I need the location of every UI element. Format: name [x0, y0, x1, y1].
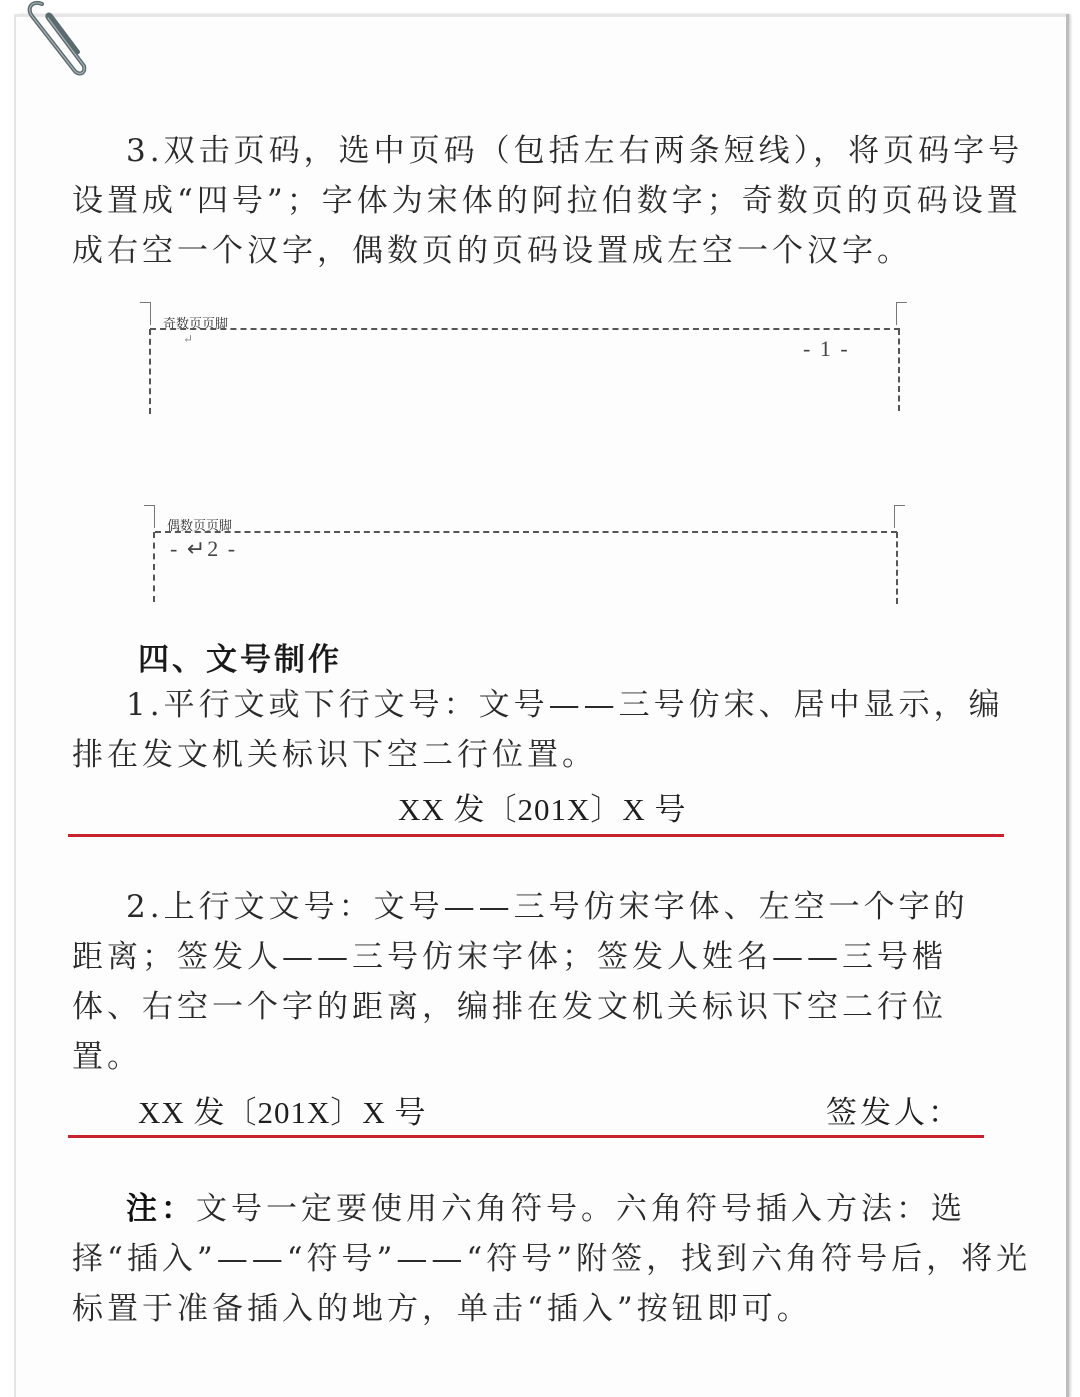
- return-mark-icon: ↵: [183, 332, 194, 346]
- paragraph-page-number-setup: 3.双击页码，选中页码（包括左右两条短线），将页码字号设置成“四号”；字体为宋体的阿拉伯数字；奇数页的页码设置成右空一个汉字，偶数页的页码设置成左空一个汉字。: [72, 133, 1024, 269]
- signer-label: 签发人：: [826, 1095, 962, 1130]
- paperclip-icon: [22, 0, 92, 80]
- paragraph-item-1: 1.平行文或下行文号：文号——三号仿宋、居中显示，编排在发文机关标识下空二行位置。: [72, 687, 1004, 773]
- footer-boundary: [155, 531, 897, 533]
- note-label: 注：: [126, 1191, 196, 1227]
- red-rule: [68, 1135, 984, 1138]
- red-rule: [68, 834, 1004, 837]
- note-text: 文号一定要使用六角符号。六角符号插入方法：选择“插入”——“符号”——“符号”附签，找到六角符号后，将光标置于准备插入的地方，单击“插入”按钮即可。: [72, 1191, 1032, 1327]
- odd-page-number: - 1 -: [803, 336, 850, 361]
- corner-mark: [144, 505, 155, 528]
- corner-mark: [140, 302, 151, 325]
- section-heading: 四、文号制作: [138, 642, 342, 678]
- footer-boundary-right: [896, 532, 898, 604]
- footer-boundary-left: [149, 329, 151, 414]
- footer-boundary-right: [898, 329, 900, 411]
- corner-mark: [894, 505, 905, 528]
- odd-footer-label: 奇数页页脚: [163, 317, 229, 332]
- paragraph-note: [72, 1184, 1032, 1334]
- paragraph-item-2: 2.上行文文号：文号——三号仿宋字体、左空一个字的距离；签发人——三号仿宋字体；签发人姓名——三号楷体、右空一个字的距离，编排在发文机关标识下空二行位置。: [72, 889, 969, 1075]
- footer-boundary: [150, 328, 900, 330]
- doc-number-centered: XX 发〔201X〕X 号: [398, 792, 687, 827]
- even-footer-label: 偶数页页脚: [167, 519, 233, 534]
- corner-mark: [896, 302, 907, 325]
- doc-number-left: XX 发〔201X〕X 号: [138, 1095, 427, 1130]
- footer-boundary-left: [153, 532, 155, 602]
- even-page-number: - ↵2 -: [170, 536, 238, 561]
